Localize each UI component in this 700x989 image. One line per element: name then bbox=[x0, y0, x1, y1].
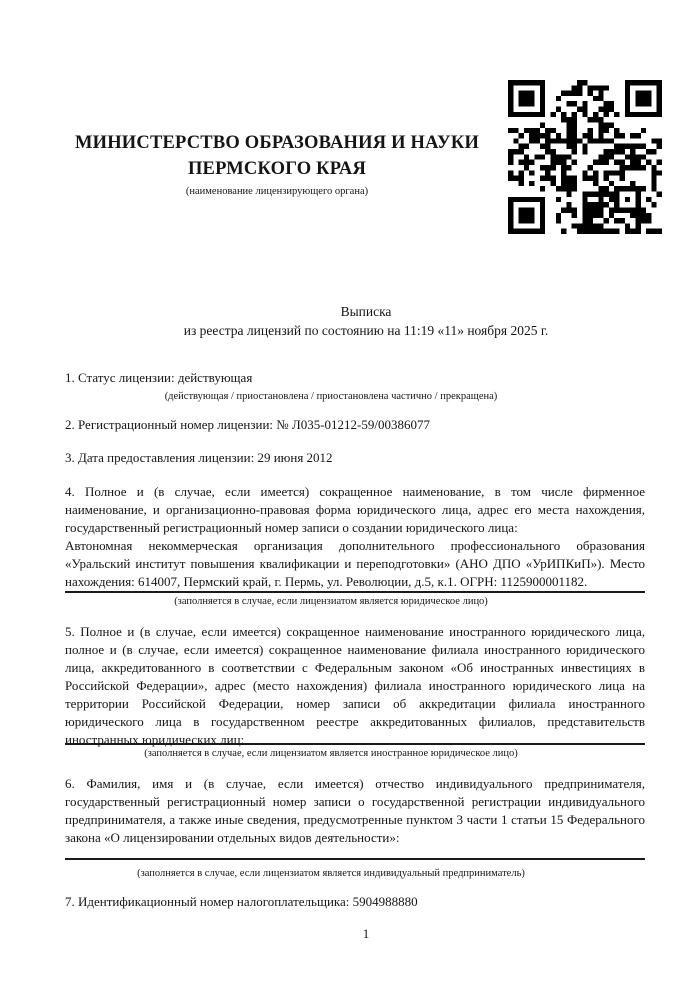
legal-entity-rule bbox=[65, 591, 645, 608]
individual-entrepreneur-label: 6. Фамилия, имя и (в случае, если имеется) отчество индивидуального предпринимателя, государственный регистрационный номер записи о государственной регистрации индивидуального предпринимателя, а также иные сведения, предусмотренные пунктом 3 части 1 статьи 15 Федерального закона «О лицензировании отдельных видов деятельности»: bbox=[65, 776, 645, 845]
foreign-entity-label: 5. Полное и (в случае, если имеется) сокращенное наименование иностранного юридического лица, полное и (в случае, если имеется) сокращенное наименование филиала иностранного юридического лица, аккредитованного в соответствии с Федеральным законом «Об иностранных инвестициях в Российской Федерации», адрес (место нахождения) филиала иностранного юридического лица на территории Российской Федерации, номер записи об аккредитации филиала иностранного юридического лица в государственном реестре аккредитованных филиалов, представительств иностранных юридических лиц: bbox=[65, 624, 645, 747]
taxpayer-number-text: 7. Идентификационный номер налогоплательщика: 5904988880 bbox=[65, 894, 418, 909]
title-line2: из реестра лицензий по состоянию на 11:19 «11» ноября 2025 г. bbox=[183, 323, 549, 338]
license-status-options-caption: (действующая / приостановлена / приостановлена частично / прекращена) bbox=[164, 391, 498, 402]
ministry-header bbox=[65, 130, 489, 198]
licensing-authority-caption: (наименование лицензирующего органа) bbox=[185, 186, 369, 197]
ministry-name-line1: МИНИСТЕРСТВО ОБРАЗОВАНИЯ И НАУКИ bbox=[74, 133, 480, 153]
individual-entrepreneur-rule-caption: (заполняется в случае, если лицензиатом является индивидуальный предприниматель) bbox=[137, 868, 525, 879]
document-title bbox=[76, 302, 656, 340]
field-license-status bbox=[65, 369, 645, 403]
qr-code-image bbox=[508, 80, 662, 234]
individual-entrepreneur-rule bbox=[65, 858, 645, 880]
title-line1: Выписка bbox=[340, 304, 392, 319]
ministry-name-line2: ПЕРМСКОГО КРАЯ bbox=[187, 159, 367, 179]
page-number: 1 bbox=[362, 926, 370, 941]
registration-number-text: 2. Регистрационный номер лицензии: № Л035-01212-59/00386077 bbox=[65, 417, 431, 432]
foreign-entity-rule-caption: (заполняется в случае, если лицензиатом является иностранное юридическое лицо) bbox=[144, 748, 518, 759]
field-legal-entity-name bbox=[65, 483, 645, 591]
field-individual-entrepreneur bbox=[65, 775, 645, 847]
field-foreign-entity bbox=[65, 623, 645, 749]
field-license-grant-date bbox=[65, 449, 645, 467]
license-status-text: 1. Статус лицензии: действующая bbox=[65, 370, 253, 385]
field-taxpayer-number bbox=[65, 893, 645, 911]
legal-entity-name-label: 4. Полное и (в случае, если имеется) сокращенное наименование, в том числе фирменное наименование, и организационно-правовая форма юридического лица, адрес его места нахождения, государственный регистрационный номер записи о создании юридического лица: bbox=[65, 484, 645, 535]
foreign-entity-rule bbox=[65, 743, 645, 760]
license-grant-date-text: 3. Дата предоставления лицензии: 29 июня 2012 bbox=[65, 450, 333, 465]
legal-entity-name-value: Автономная некоммерческая организация дополнительного профессионального образования «Уральский институт повышения квалификации и переподготовки» (АНО ДПО «УрИПКиП»). Место нахождения: 614007, Пермский край, г. Пермь, ул. Революции, д.5, к.1. ОГРН: 1125900001182. bbox=[65, 538, 645, 589]
legal-entity-rule-caption: (заполняется в случае, если лицензиатом является юридическое лицо) bbox=[174, 596, 488, 607]
field-registration-number bbox=[65, 416, 645, 434]
qr-code bbox=[503, 75, 667, 239]
